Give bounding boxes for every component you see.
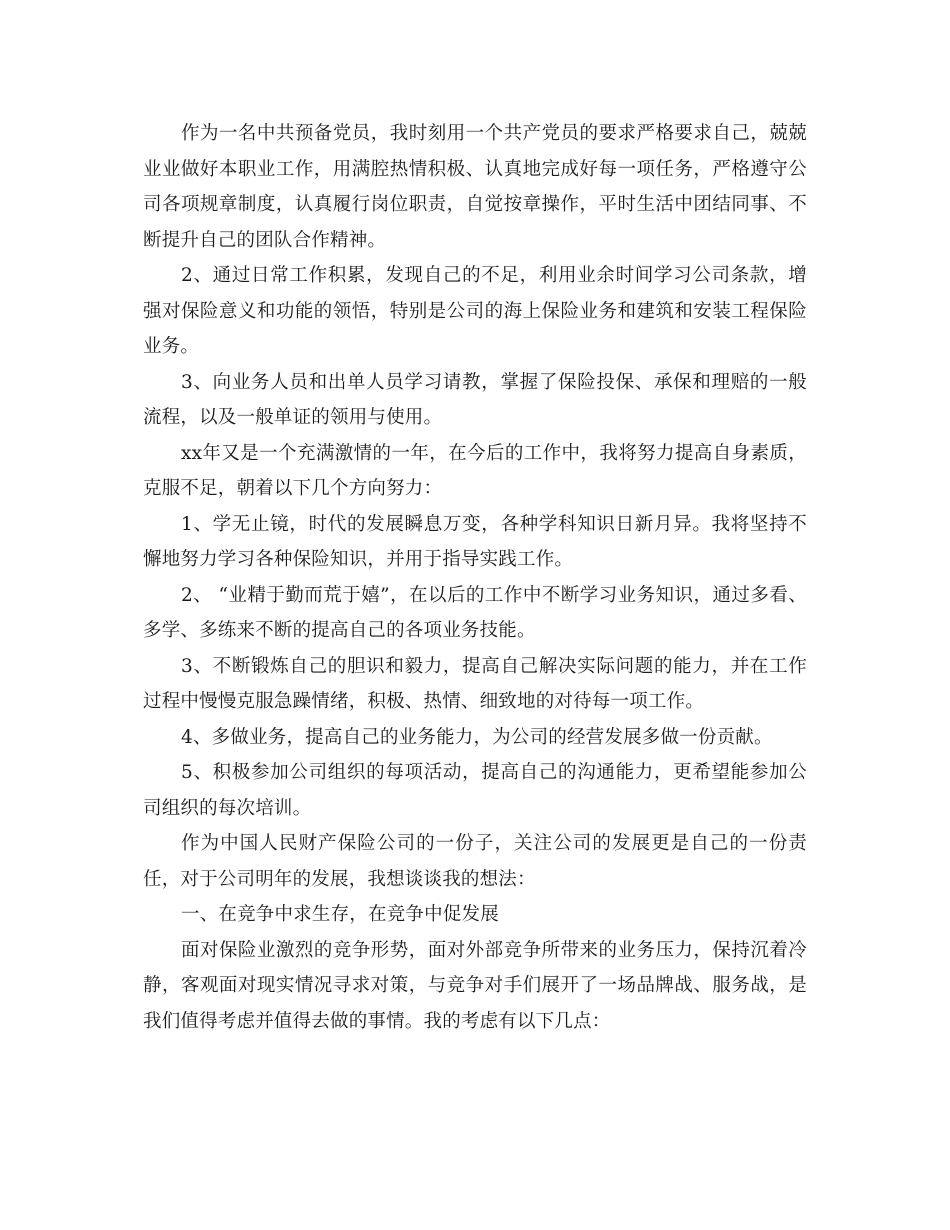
paragraph: 2、通过日常工作积累，发现自己的不足，利用业余时间学习公司条款，增强对保险意义和功能的领悟，特别是公司的海上保险业务和建筑和安装工程保险业务。 (143, 265, 807, 357)
paragraph: xx年又是一个充满激情的一年，在今后的工作中，我将努力提高自身素质，克服不足，朝着以下几个方向努力： (143, 442, 807, 499)
paragraph: 面对保险业激烈的竞争形势，面对外部竞争所带来的业务压力，保持沉着冷静，客观面对现实情况寻求对策，与竞争对手们展开了一场品牌战、服务战，是我们值得考虑并值得去做的事情。我的考虑有以下几点： (143, 939, 807, 1032)
paragraph: 5、积极参加公司组织的每项活动，提高自己的沟通能力，更希望能参加公司组织的每次培训。 (143, 762, 807, 819)
paragraph: 4、多做业务，提高自己的业务能力，为公司的经营发展多做一份贡献。 (181, 726, 773, 748)
paragraph: 2、 “业精于勤而荒于嬉”，在以后的工作中不断学习业务知识，通过多看、多学、多练来不断的提高自己的各项业务技能。 (143, 584, 807, 641)
paragraph: 作为中国人民财产保险公司的一份子，关注公司的发展更是自己的一份责任，对于公司明年的发展，我想谈谈我的想法： (143, 833, 807, 890)
document-body (143, 116, 807, 1039)
section-heading: 一、在竞争中求生存，在竞争中促发展 (181, 904, 499, 925)
paragraph: 1、学无止镜，时代的发展瞬息万变，各种学科知识日新月异。我将坚持不懈地努力学习各种保险知识，并用于指导实践工作。 (143, 513, 807, 570)
paragraph: 作为一名中共预备党员，我时刻用一个共产党员的要求严格要求自己，兢兢业业做好本职业工作，用满腔热情积极、认真地完成好每一项任务，严格遵守公司各项规章制度，认真履行岗位职责，自觉按章操作，平时生活中团结同事、不断提升自己的团队合作精神。 (143, 123, 807, 251)
paragraph: 3、不断锻炼自己的胆识和毅力，提高自己解决实际问题的能力，并在工作过程中慢慢克服急躁情绪，积极、热情、细致地的对待每一项工作。 (143, 655, 807, 712)
paragraph: 3、向业务人员和出单人员学习请教，掌握了保险投保、承保和理赔的一般流程，以及一般单证的领用与使用。 (143, 371, 807, 428)
